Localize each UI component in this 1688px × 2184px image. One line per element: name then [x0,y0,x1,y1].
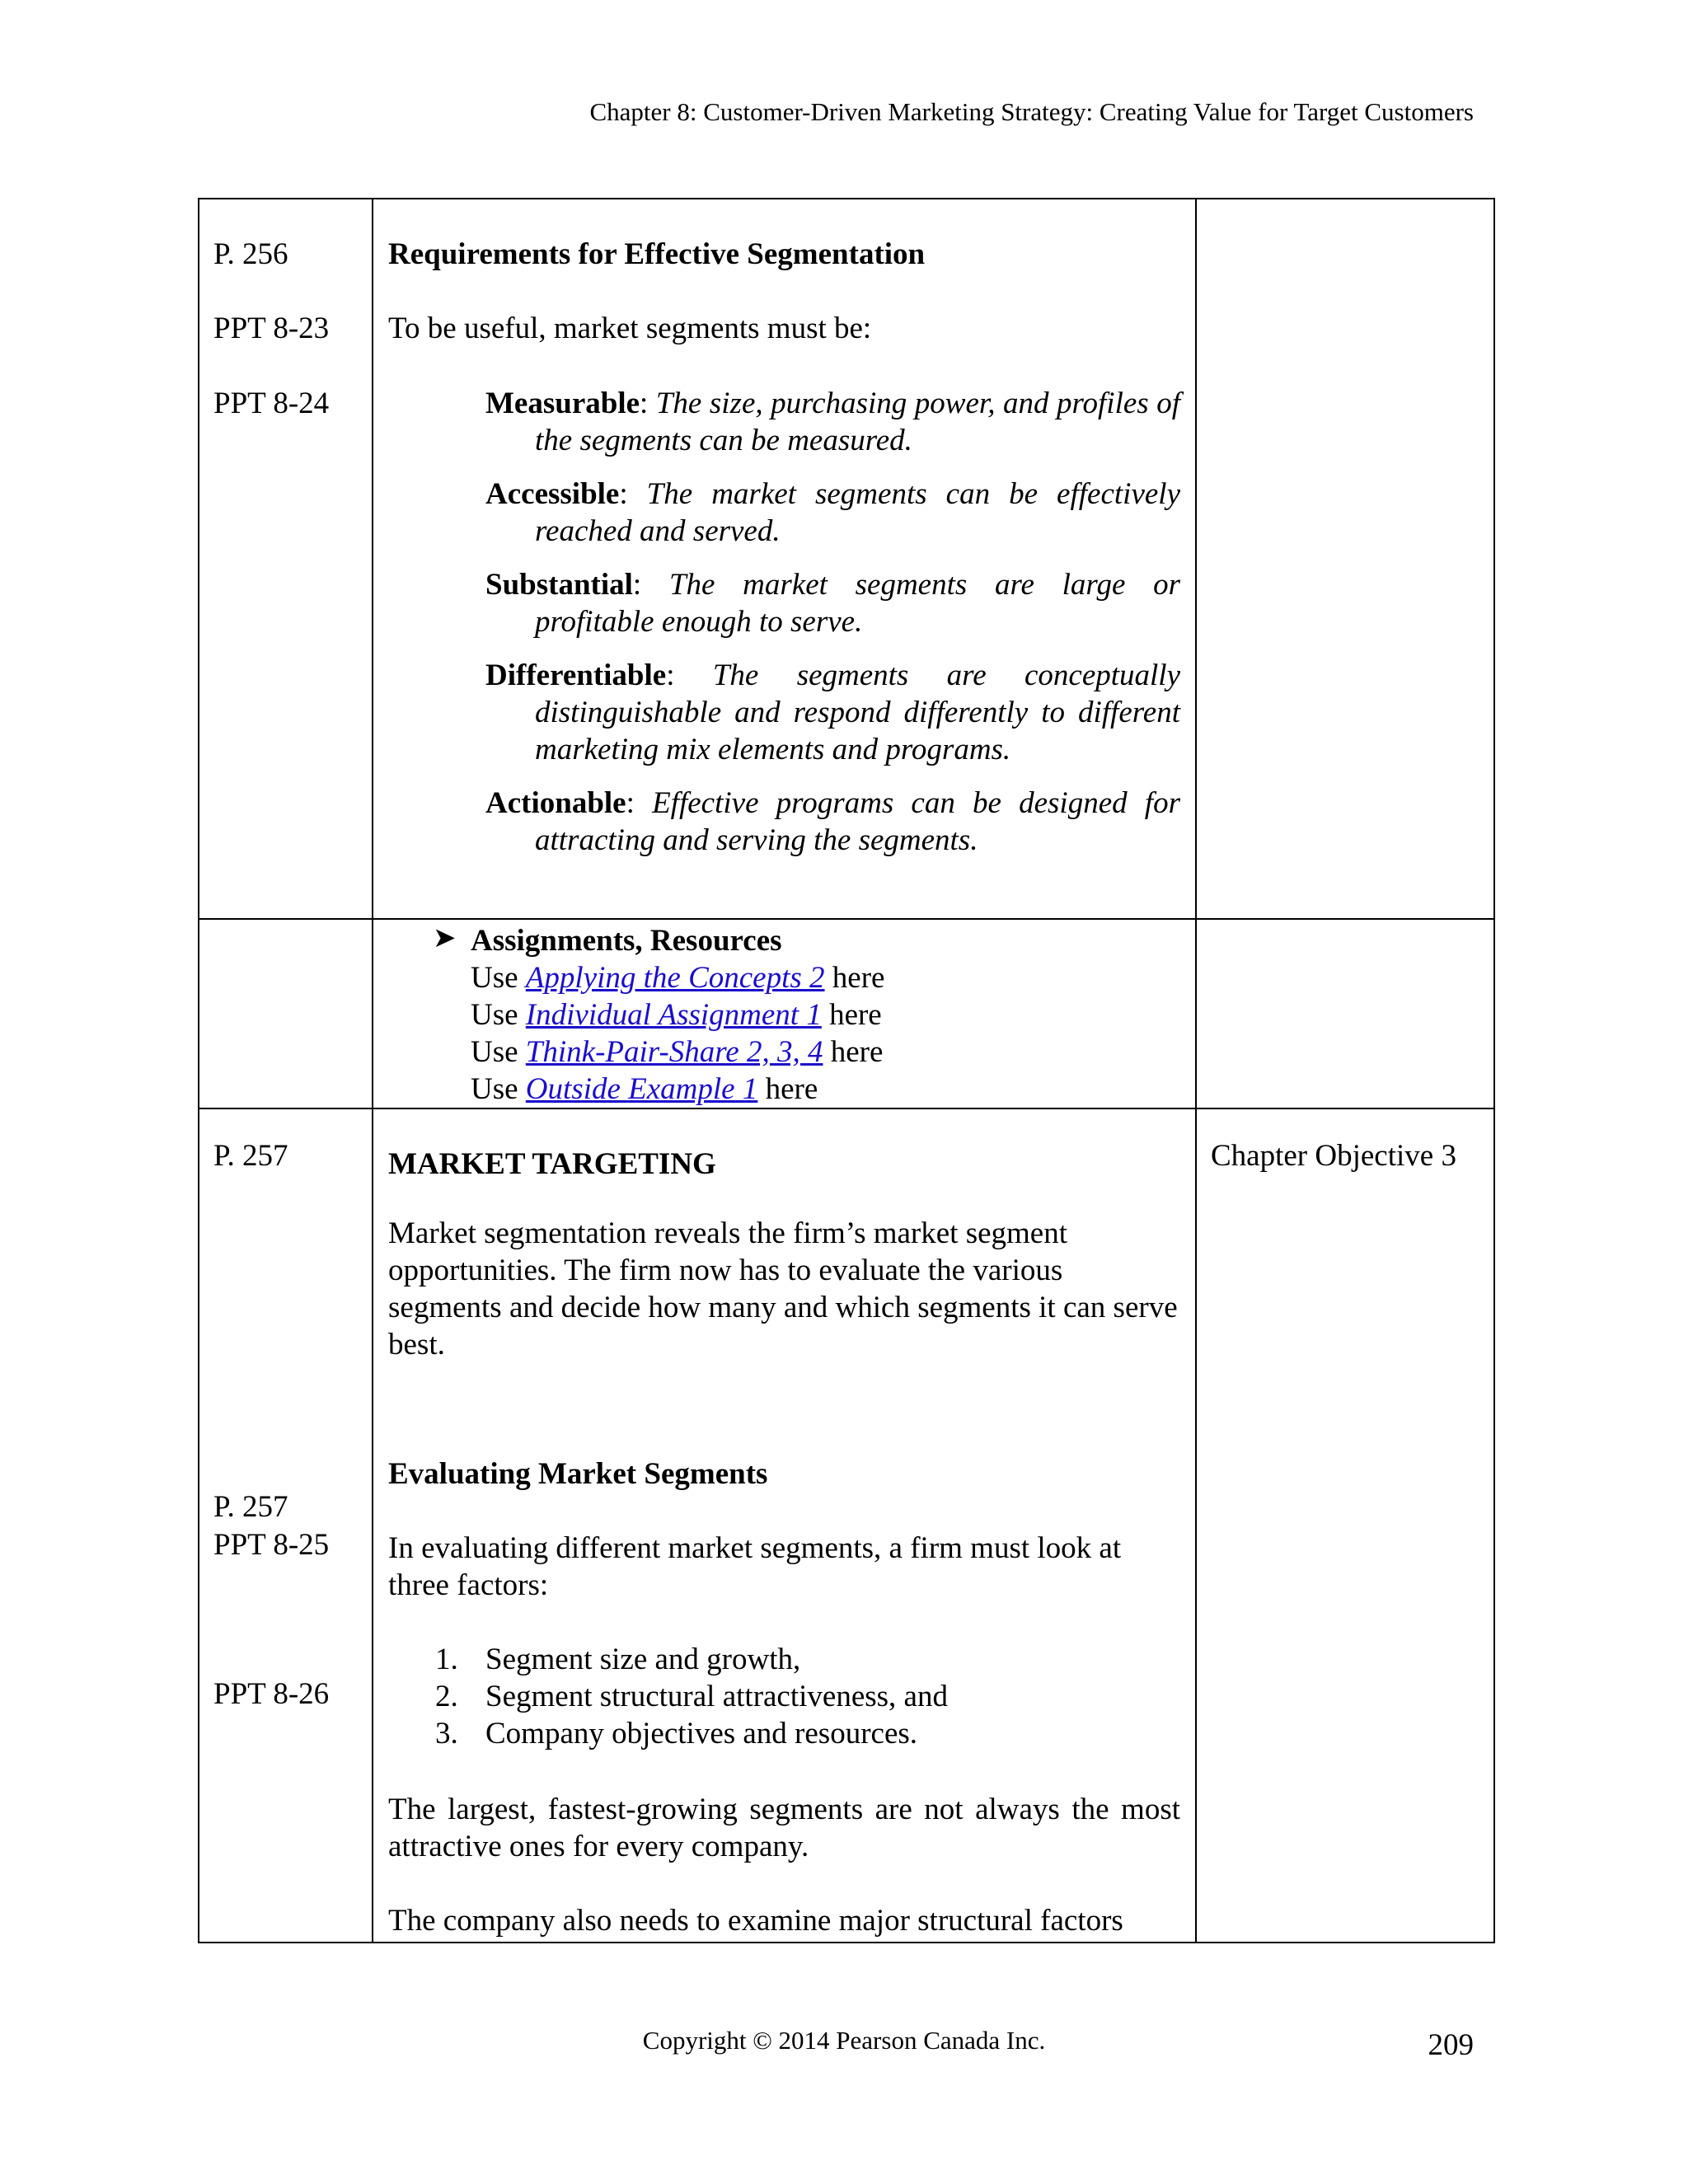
body-paragraph: The largest, fastest-growing segments are not always the most attractive ones for every company. [388,1793,1180,1863]
criterion-description: The market segments can be effectively reached and served. [535,477,1180,548]
ppt-reference: PPT 8-23 [213,312,330,345]
list-item: 2. Segment structural attractiveness, and [435,1680,948,1713]
criterion-item: Substantial: The market segments are large or profitable enough to serve. [485,568,1181,639]
criterion-description: The market segments are large or profitable enough to serve. [535,568,1181,639]
individual-assignment-link[interactable]: Individual Assignment 1 [525,998,822,1032]
chapter-objective: Chapter Objective 3 [1211,1139,1456,1173]
lecture-outline-table [198,198,1495,1943]
ppt-reference: PPT 8-25 [213,1528,330,1562]
reference-cell [199,919,373,1108]
content-cell [373,199,1196,919]
criterion-item: Differentiable: The segments are conceptually distinguishable and respond differently to different marketing mix elements and programs. [485,658,1181,766]
arrow-bullet-icon: ➤ [433,923,457,954]
subsection-heading: Evaluating Market Segments [388,1457,768,1491]
table-row [199,919,1494,1108]
body-paragraph: The company also needs to examine major structural factors [388,1904,1123,1938]
reference-cell [199,199,373,919]
copyright-notice: Copyright © 2014 Pearson Canada Inc. [642,2026,1046,2055]
body-paragraph: Market segmentation reveals the firm’s market segment opportunities. The firm now has to evaluate the various segments and decide how many and which segments it can serve best. [388,1216,1178,1361]
list-item: Use Think-Pair-Share 2, 3, 4 here [471,1035,884,1069]
think-pair-share-link[interactable]: Think-Pair-Share 2, 3, 4 [525,1035,823,1069]
page-reference: P. 256 [213,237,288,271]
chapter-header: Chapter 8: Customer-Driven Marketing Strategy: Creating Value for Target Customers [589,97,1474,126]
content-cell [373,1108,1196,1943]
table-row [199,1108,1494,1943]
criterion-term: Differentiable [485,658,667,692]
reference-cell [199,1108,373,1943]
outside-example-link[interactable]: Outside Example 1 [525,1072,758,1106]
section-heading: MARKET TARGETING [388,1147,716,1181]
intro-text: To be useful, market segments must be: [388,312,872,345]
criterion-description: The segments are conceptually distinguishable and respond differently to different marketing mix elements and programs. [535,658,1181,766]
list-item: Use Outside Example 1 here [471,1072,818,1106]
criterion-description: The size, purchasing power, and profiles of the segments can be measured. [535,387,1180,457]
page-reference: P. 257 [213,1490,288,1524]
table-row [199,199,1494,919]
list-item: 1. Segment size and growth, [435,1643,801,1676]
ppt-reference: PPT 8-26 [213,1677,330,1711]
page-number: 209 [1428,2028,1474,2062]
criterion-term: Actionable [485,786,626,820]
applying-concepts-link[interactable]: Applying the Concepts 2 [525,961,825,995]
criterion-term: Measurable [485,387,640,420]
objective-cell [1196,919,1494,1108]
objective-cell [1196,1108,1494,1943]
assignments-cell [373,919,1196,1108]
factor-list [388,1641,1180,1752]
body-paragraph: In evaluating different market segments, a firm must look at three factors: [388,1531,1122,1602]
criterion-term: Accessible [485,477,620,511]
assignments-heading: Assignments, Resources [471,924,782,958]
section-heading: Requirements for Effective Segmentation [388,237,926,271]
criterion-item: Actionable: Effective programs can be designed for attracting and serving the segments. [485,786,1180,857]
page-reference: P. 257 [213,1139,288,1173]
list-item: Use Individual Assignment 1 here [471,998,882,1032]
criterion-item: Accessible: The market segments can be effectively reached and served. [485,477,1180,548]
ppt-reference: PPT 8-24 [213,387,330,420]
criterion-term: Substantial [485,568,633,602]
criterion-description: Effective programs can be designed for attracting and serving the segments. [535,786,1180,857]
objective-cell [1196,199,1494,919]
criterion-item: Measurable: The size, purchasing power, and profiles of the segments can be measured. [485,387,1180,457]
list-item: Use Applying the Concepts 2 here [471,961,885,995]
list-item: 3. Company objectives and resources. [435,1717,918,1750]
